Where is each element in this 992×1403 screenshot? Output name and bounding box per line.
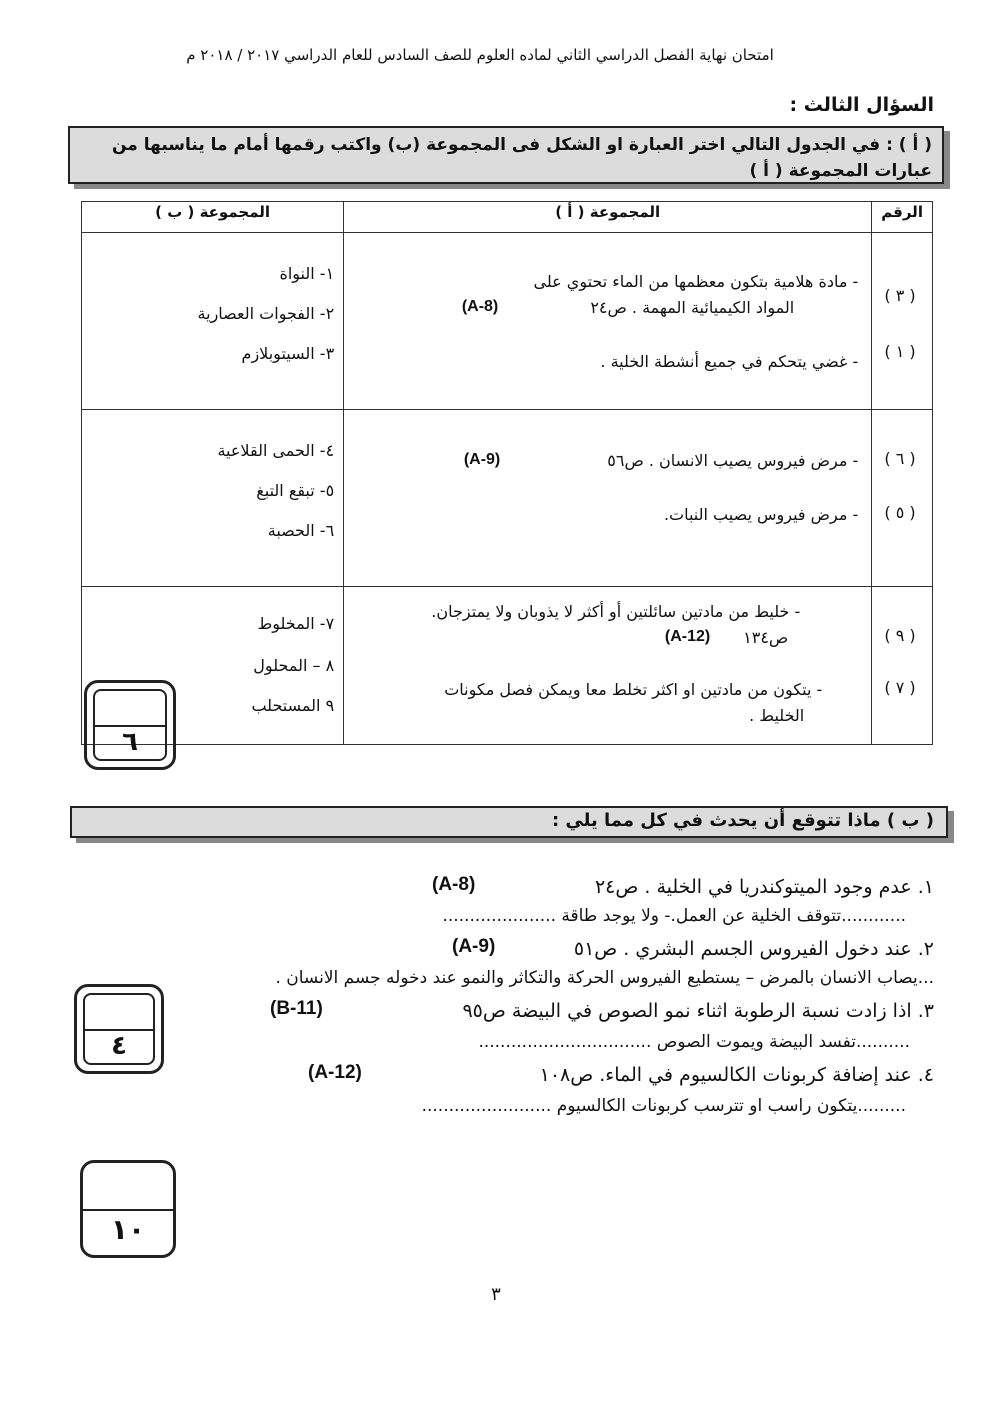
part-b-answer-1: ............تتوقف الخلية عن العمل.- ولا يوجد طاقة ..................... [442, 906, 906, 926]
statement: - مرض فيروس يصيب الانسان . ص٥٦ [607, 451, 859, 470]
score-value: ٦ [122, 727, 138, 757]
statement-cont: المواد الكيميائية المهمة . ص٢٤ [590, 298, 795, 317]
part-b-answer-4: .........يتكون راسب او تترسب كربونات الكالسيوم ........................ [421, 1096, 906, 1116]
statement: - يتكون من مادتين او اكثر تخلط معا ويمكن فصل مكونات [444, 680, 823, 699]
part-b-title: ( ب ) ماذا تتوقع أن يحدث في كل مما يلي : [70, 806, 948, 838]
header-group-b: المجموعة ( ب ) [82, 202, 344, 233]
answer-number: ( ٣ ) [884, 286, 916, 305]
group-a-block-3 [345, 588, 870, 743]
part-b-question-3: ٣. اذا زادت نسبة الرطوبة اثناء نمو الصوص في البيضة ص٩٥ [462, 1000, 934, 1022]
group-b-item: ٦- الحصبة [267, 521, 335, 540]
page-header: امتحان نهاية الفصل الدراسي الثاني لماده العلوم للصف السادس للعام الدراسي ٢٠١٧ / ٢٠١٨ م [186, 46, 774, 64]
part-a-instruction: ( أ ) : في الجدول التالي اختر العبارة او الشكل فى المجموعة (ب) واكتب رقمها أمام ما يناسبها من عبارات المجموعة ( أ ) [68, 126, 944, 184]
num-cell-block-1 [873, 234, 931, 408]
group-b-item: ٥- تبقع التبغ [256, 481, 335, 500]
reference-code: (A-9) [452, 936, 496, 957]
group-a-block-2 [345, 411, 870, 585]
part-b-answer-3: ..........تفسد البيضة ويموت الصوص ................................ [478, 1032, 910, 1052]
reference-code: (A-12) [664, 628, 711, 645]
statement: - مادة هلامية بتكون معظمها من الماء تحتوي على [533, 272, 859, 291]
part-b-question-2: ٢. عند دخول الفيروس الجسم البشري . ص٥١ [573, 938, 934, 960]
group-b-block-2 [83, 411, 342, 585]
reference-code: (A-12) [308, 1062, 362, 1083]
num-cell-block-3 [873, 588, 931, 743]
score-box-total [80, 1160, 176, 1258]
statement: - غضي يتحكم في جميع أنشطة الخلية . [600, 352, 859, 371]
statement-cont: ص١٣٤ [743, 628, 789, 647]
reference-code: (A-9) [463, 451, 501, 468]
answer-number: ( ٩ ) [884, 626, 916, 645]
reference-code: (B-11) [270, 998, 323, 1019]
score-box-part-b [74, 984, 164, 1074]
group-b-item: ١- النواة [279, 264, 335, 283]
reference-code: (A-8) [461, 298, 499, 315]
part-b-question-4: ٤. عند إضافة كربونات الكالسيوم في الماء. ص١٠٨ [539, 1064, 934, 1086]
group-b-item: ٧- المخلوط [257, 614, 335, 633]
score-value: ٤ [111, 1031, 127, 1061]
part-b-question-1: ١. عدم وجود الميتوكندريا في الخلية . ص٢٤ [594, 876, 934, 898]
statement: - خليط من مادتين سائلتين أو أكثر لا يذوبان ولا يمتزجان. [431, 602, 801, 621]
answer-number: ( ٧ ) [884, 678, 916, 697]
reference-code: (A-8) [432, 874, 476, 895]
answer-number: ( ٥ ) [884, 503, 916, 522]
group-b-item: ٩ المستحلب [251, 696, 335, 715]
group-b-item: ٨ – المحلول [253, 656, 335, 675]
header-group-a: المجموعة ( أ ) [344, 202, 872, 233]
page-number: ٣ [491, 1284, 501, 1305]
group-b-block-1 [83, 234, 342, 408]
group-a-block-1 [345, 234, 870, 408]
matching-table [81, 201, 933, 745]
question-title: السؤال الثالث : [789, 94, 934, 116]
total-score-value: ١٠ [110, 1213, 146, 1246]
group-b-item: ٤- الحمى القلاعية [217, 441, 335, 460]
header-num: الرقم [872, 202, 933, 233]
answer-number: ( ٦ ) [884, 449, 916, 468]
score-box-part-a [84, 680, 176, 770]
statement-cont: الخليط . [749, 706, 805, 725]
statement: - مرض فيروس يصيب النبات. [663, 505, 859, 524]
group-b-item: ٣- السيتوبلازم [241, 344, 335, 363]
num-cell-block-2 [873, 411, 931, 585]
group-b-item: ٢- الفجوات العصارية [197, 304, 335, 323]
part-b-answer-2: ...يصاب الانسان بالمرض – يستطيع الفيروس الحركة والتكاثر والنمو عند دخوله جسم الانسان . [275, 968, 934, 988]
answer-number: ( ١ ) [884, 342, 916, 361]
